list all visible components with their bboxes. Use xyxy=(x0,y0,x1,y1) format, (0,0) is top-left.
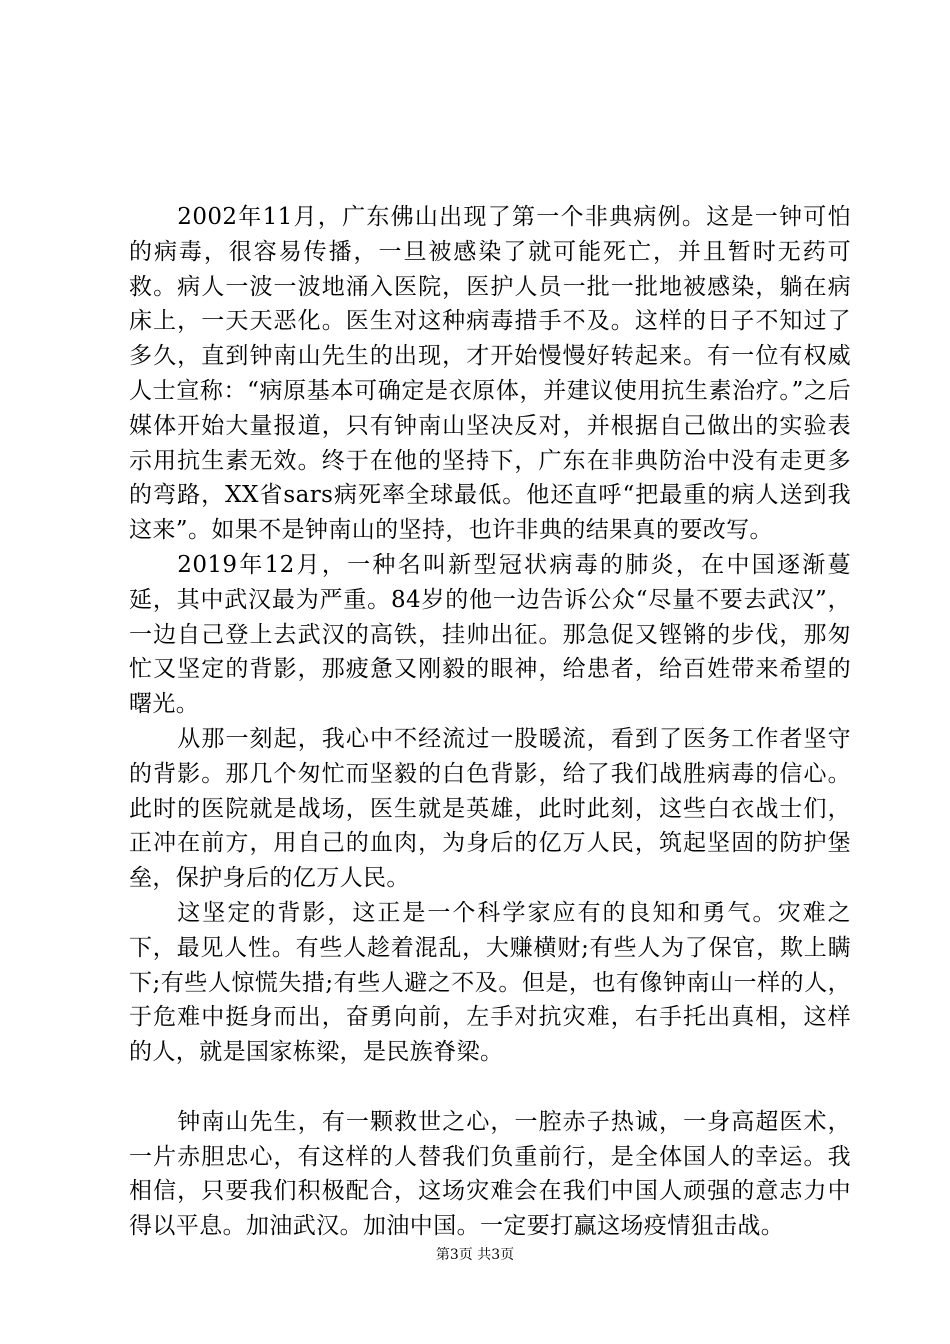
paragraph-gap xyxy=(129,1070,851,1105)
paragraph-medical-workers: 从那一刻起，我心中不经流过一股暖流，看到了医务工作者坚守的背影。那几个匆忙而坚毅的白色背影，给了我们战胜病毒的信心。此时的医院就是战场，医生就是英雄，此时此刻，这些白衣战士们，正冲在前方，用自己的血肉，为身后的亿万人民，筑起坚固的防护堡垒，保护身后的亿万人民。 xyxy=(129,725,851,892)
paragraph-sars: 2002年11月，广东佛山出现了第一个非典病例。这是一钟可怕的病毒，很容易传播，一旦被感染了就可能死亡，并且暂时无药可救。病人一波一波地涌入医院，医护人员一批一批地被感染，躺在病床上，一天天恶化。医生对这种病毒措手不及。这样的日子不知过了多久，直到钟南山先生的出现，才开始慢慢好转起来。有一位有权威人士宣称：“病原基本可确定是衣原体，并建议使用抗生素治疗。”之后媒体开始大量报道，只有钟南山坚决反对，并根据自己做出的实验表示用抗生素无效。终于在他的坚持下，广东在非典防治中没有走更多的弯路，XX省sars病死率全球最低。他还直呼“把最重的病人送到我这来”。如果不是钟南山的坚持，也许非典的结果真的要改写。 xyxy=(129,204,851,544)
paragraph-covid-outbreak: 2019年12月，一种名叫新型冠状病毒的肺炎，在中国逐渐蔓延，其中武汉最为严重。84岁的他一边告诉公众“尽量不要去武汉”，一边自己登上去武汉的高铁，挂帅出征。那急促又铿锵的步伐，那匆忙又坚定的背影，那疲惫又刚毅的眼神，给患者，给百姓带来希望的曙光。 xyxy=(129,551,851,718)
document-body xyxy=(129,200,851,1244)
paragraph-scientist-courage: 这坚定的背影，这正是一个科学家应有的良知和勇气。灾难之下，最见人性。有些人趁着混乱，大赚横财;有些人为了保官，欺上瞒下;有些人惊慌失措;有些人避之不及。但是，也有像钟南山一样的人，于危难中挺身而出，奋勇向前，左手对抗灾难，右手托出真相，这样的人，就是国家栋梁，是民族脊梁。 xyxy=(129,899,851,1066)
paragraph-conclusion: 钟南山先生，有一颗救世之心，一腔赤子热诚，一身高超医术，一片赤胆忠心，有这样的人替我们负重前行，是全体国人的幸运。我相信，只要我们积极配合，这场灾难会在我们中国人顽强的意志力中得以平息。加油武汉。加油中国。一定要打赢这场疫情狙击战。 xyxy=(129,1108,851,1240)
page-number-footer: 第3页 共3页 xyxy=(435,1247,515,1263)
